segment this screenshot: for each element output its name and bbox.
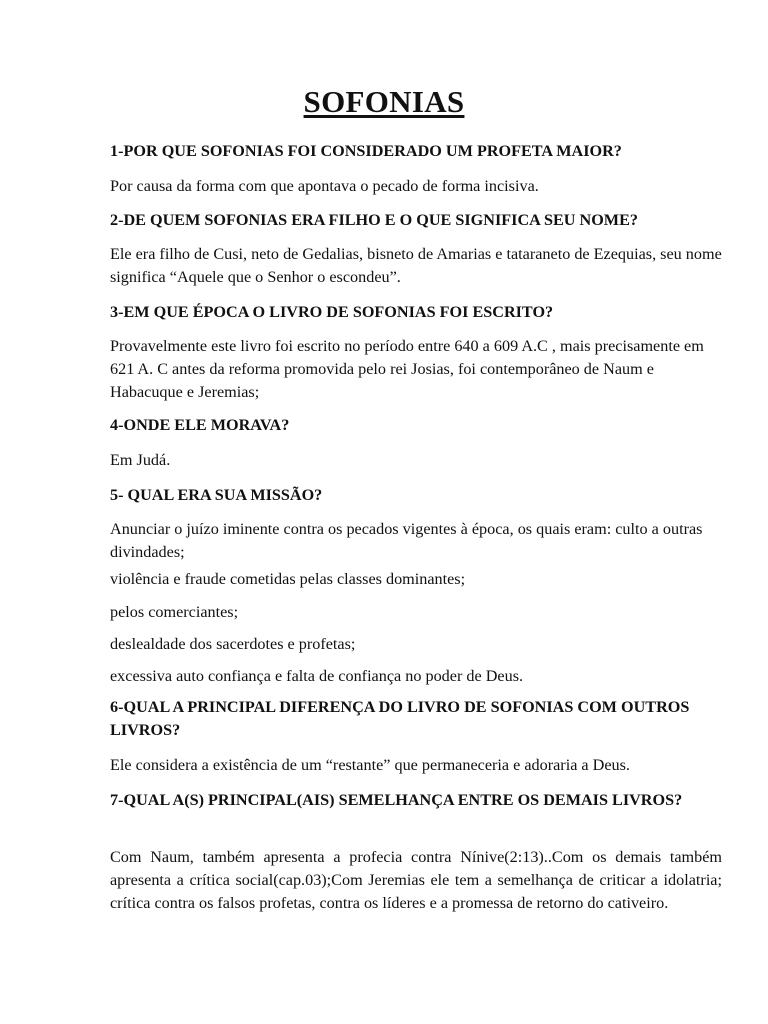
question-1: 1-POR QUE SOFONIAS FOI CONSIDERADO UM PROFETA MAIOR? [110, 142, 622, 160]
answer-2: Ele era filho de Cusi, neto de Gedalias, bisneto de Amarias e tataraneto de Ezequias, seu nome significa “Aquele que o Senhor o escondeu”. [110, 245, 722, 286]
answer-6: Ele considera a existência de um “restante” que permaneceria e adoraria a Deus. [110, 756, 630, 774]
answer-5-line-5: excessiva auto confiança e falta de confiança no poder de Deus. [110, 667, 524, 685]
question-3: 3-EM QUE ÉPOCA O LIVRO DE SOFONIAS FOI ESCRITO? [110, 303, 554, 321]
question-5: 5- QUAL ERA SUA MISSÃO? [110, 486, 323, 504]
question-7: 7-QUAL A(S) PRINCIPAL(AIS) SEMELHANÇA ENTRE OS DEMAIS LIVROS? [110, 791, 683, 809]
answer-5-line-4: deslealdade dos sacerdotes e profetas; [110, 635, 356, 653]
answer-3: Provavelmente este livro foi escrito no período entre 640 a 609 A.C , mais precisamente em 621 A. C antes da reforma promovida pelo rei Josias, foi contemporâneo de Naum e Habacuque e Jeremias; [110, 337, 704, 401]
answer-5-line-2: violência e fraude cometidas pelas classes dominantes; [110, 570, 466, 588]
question-6: 6-QUAL A PRINCIPAL DIFERENÇA DO LIVRO DE SOFONIAS COM OUTROS LIVROS? [110, 698, 690, 739]
answer-4: Em Judá. [110, 451, 171, 469]
answer-5-line-3: pelos comerciantes; [110, 603, 239, 621]
answer-5-line-1: Anunciar o juízo iminente contra os pecados vigentes à época, os quais eram: culto a outras divindades; [110, 520, 703, 561]
answer-1: Por causa da forma com que apontava o pecado de forma incisiva. [110, 177, 539, 195]
document-title: SOFONIAS [303, 84, 465, 119]
answer-7: Com Naum, também apresenta a profecia contra Nínive(2:13)..Com os demais também apresenta a crítica social(cap.03);Com Jeremias ele tem a semelhança de criticar a idolatria; crítica contra os falsos profetas, contra os líderes e a promessa de retorno do cativeiro. [110, 848, 722, 912]
question-2: 2-DE QUEM SOFONIAS ERA FILHO E O QUE SIGNIFICA SEU NOME? [110, 211, 638, 229]
question-4: 4-ONDE ELE MORAVA? [110, 416, 290, 434]
